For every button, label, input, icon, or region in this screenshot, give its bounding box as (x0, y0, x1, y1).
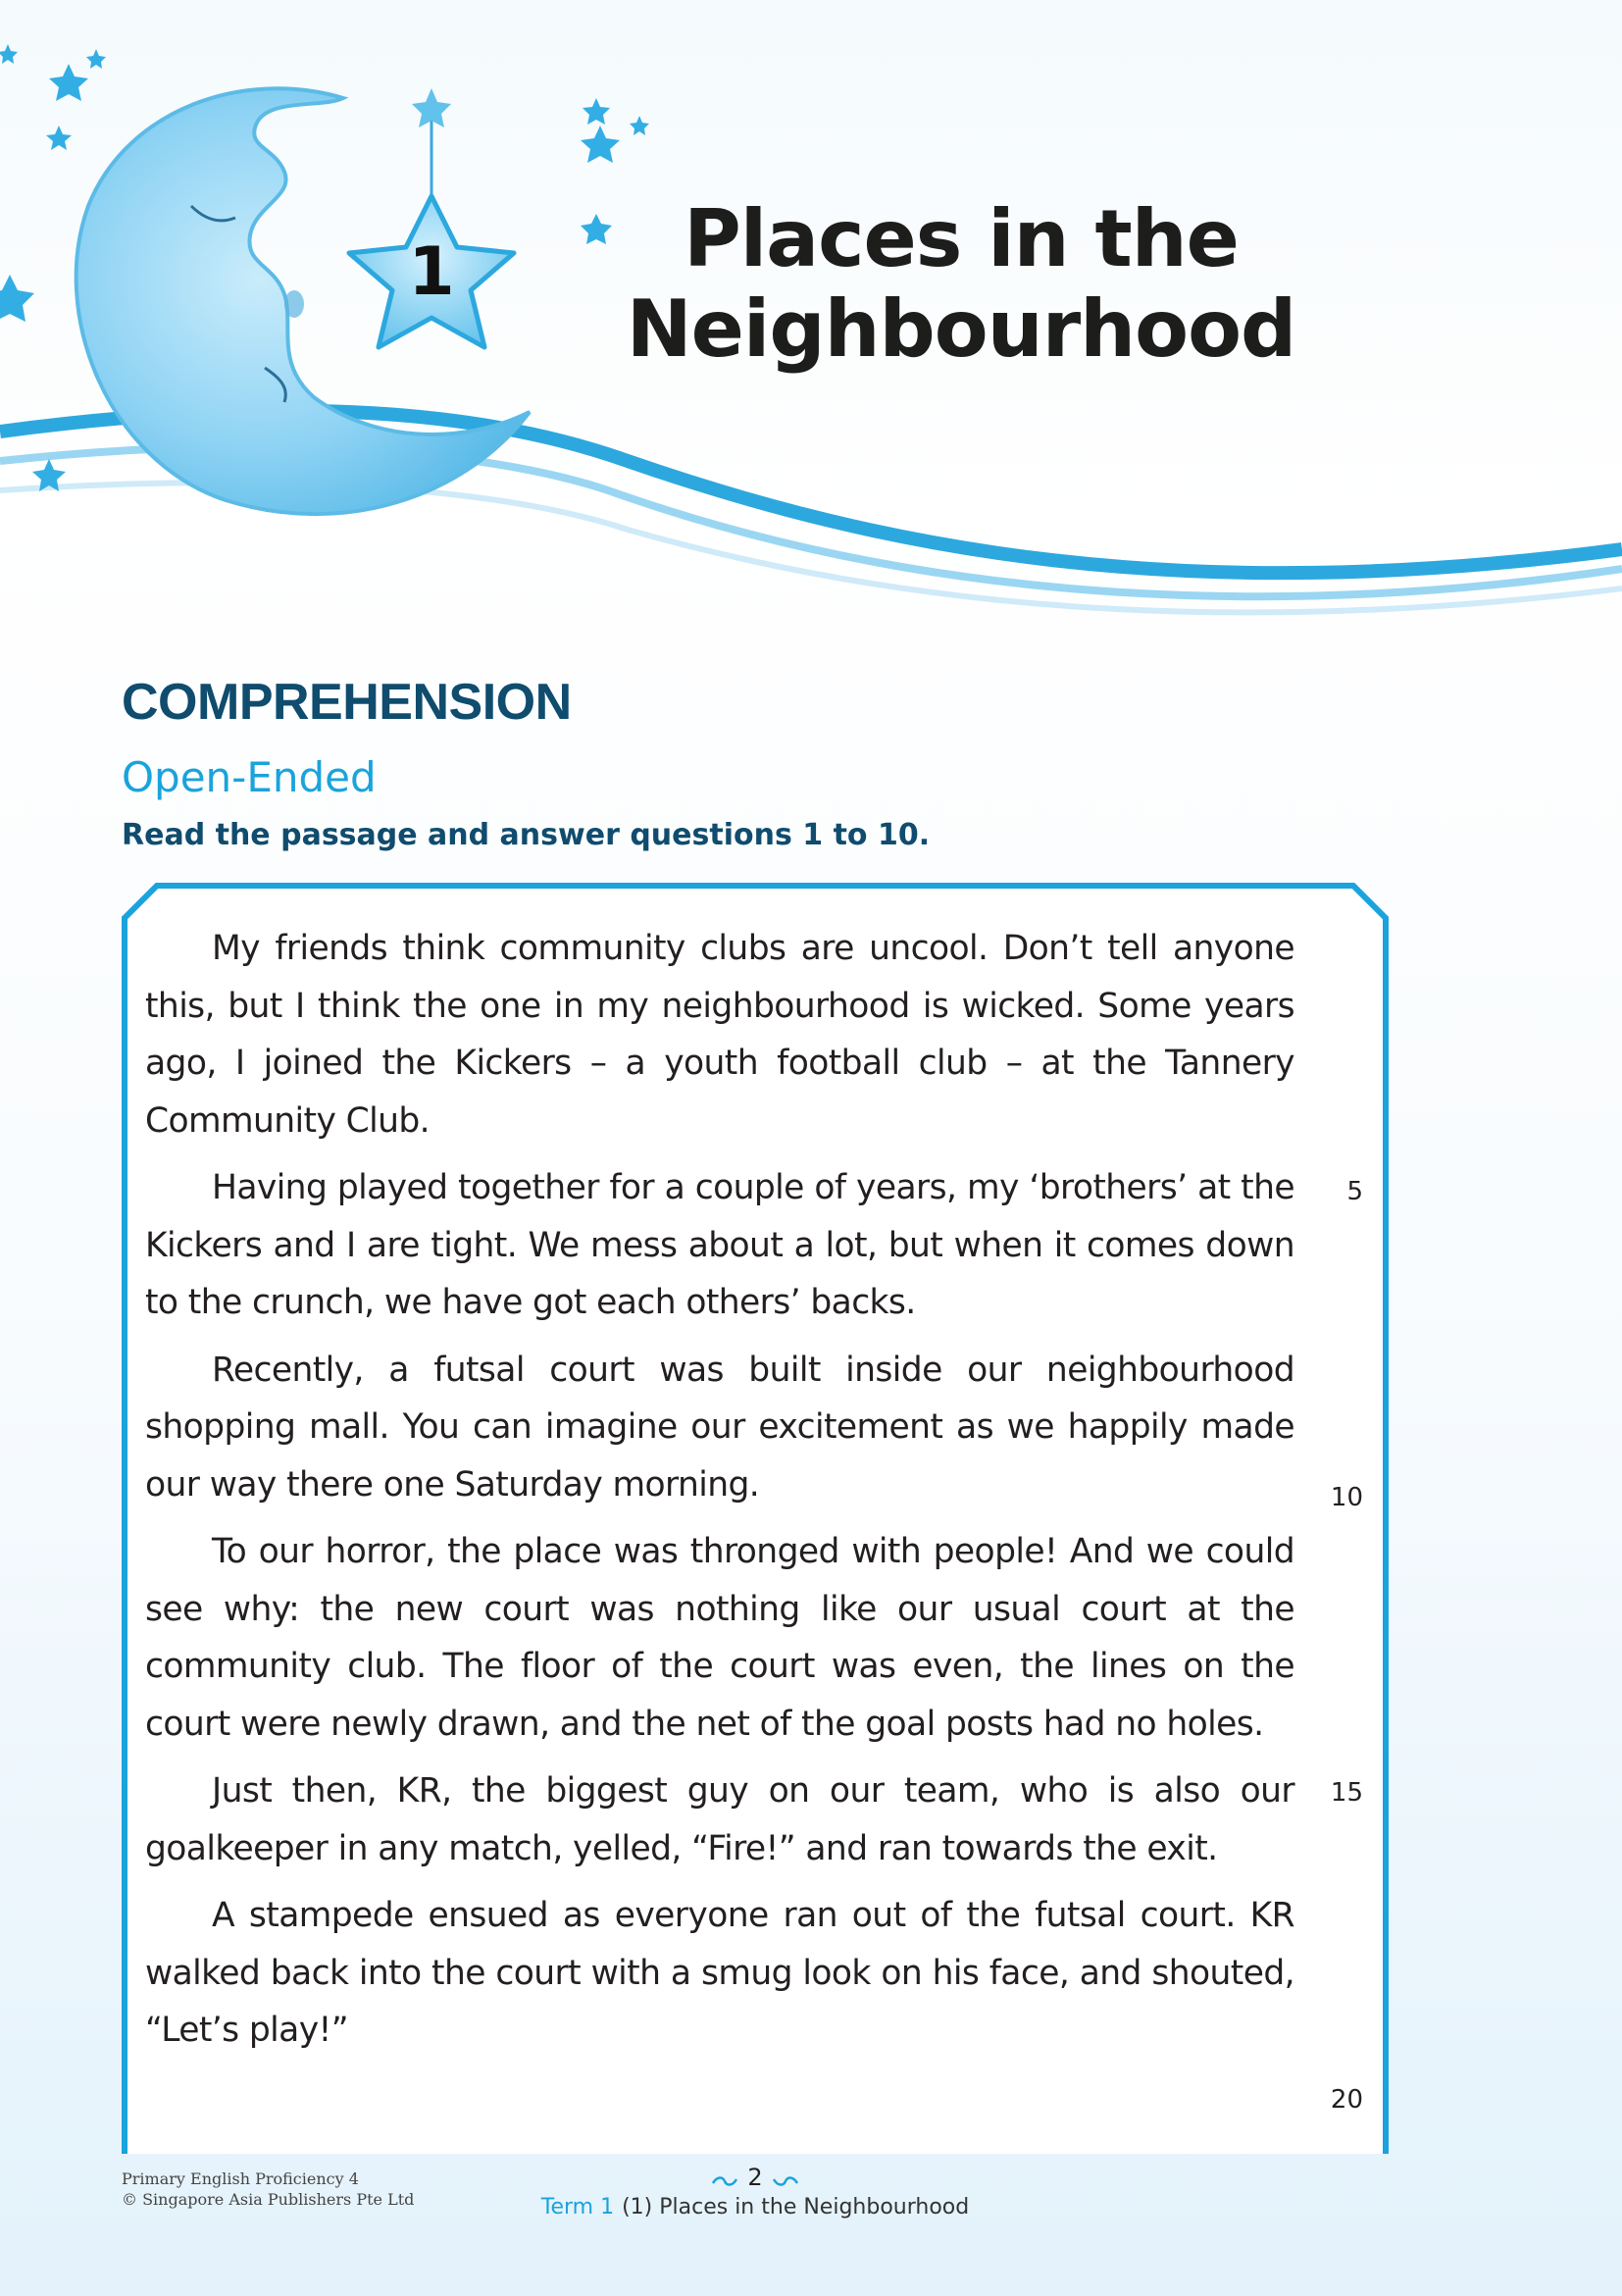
subsection-heading: Open-Ended (122, 753, 377, 801)
passage-paragraph: My friends think community clubs are uncool. Don’t tell anyone this, but I think the one in my neighbourhood is wicked. Some years ago, I joined the Kickers – a youth football club – at the Tannery Community Club. (145, 929, 1294, 1141)
left-ornament-icon (711, 2174, 742, 2188)
footer-chapter-ref (431, 2195, 1079, 2219)
right-ornament-icon (768, 2174, 799, 2188)
instruction-text: Read the passage and answer questions 1 to 10. (122, 818, 931, 852)
page-number-block (686, 2164, 824, 2191)
reading-passage (145, 920, 1294, 2069)
page-number: 2 (747, 2164, 763, 2191)
passage-paragraph: Having played together for a couple of years, my ‘brothers’ at the Kickers and I are tight. We mess about a lot, but when it comes down to the crunch, we have got each others’ backs. (145, 1168, 1294, 1322)
line-number: 5 (1346, 1177, 1363, 1206)
line-number: 15 (1330, 1778, 1363, 1808)
copyright-text: © Singapore Asia Publishers Pte Ltd (122, 2190, 415, 2209)
passage-paragraph: To our horror, the place was thronged with people! And we could see why: the new court was nothing like our usual court at the community club. The floor of the court was even, the lines on the court were newly drawn, and the net of the goal posts had no holes. (145, 1532, 1294, 1744)
footer-publisher (122, 2168, 414, 2210)
term-label: Term 1 (540, 2195, 615, 2219)
line-number: 10 (1330, 1483, 1363, 1512)
line-number: 20 (1330, 2085, 1363, 2115)
book-title: Primary English Proficiency 4 (122, 2169, 359, 2188)
title-line-2: Neighbourhood (626, 283, 1296, 375)
section-heading: COMPREHENSION (122, 674, 572, 731)
chapter-ref-label: (1) Places in the Neighbourhood (622, 2195, 970, 2219)
title-line-1: Places in the (684, 193, 1239, 284)
page-title (549, 194, 1373, 375)
passage-paragraph: Recently, a futsal court was built inside our neighbourhood shopping mall. You can imagine our excitement as we happily made our way there one Saturday morning. (145, 1350, 1294, 1505)
passage-paragraph: Just then, KR, the biggest guy on our team, who is also our goalkeeper in any match, yelled, “Fire!” and ran towards the exit. (145, 1771, 1294, 1868)
passage-paragraph: A stampede ensued as everyone ran out of the futsal court. KR walked back into the court with a smug look on his face, and shouted, “Let’s play!” (145, 1896, 1294, 2050)
chapter-number: 1 (408, 233, 455, 311)
